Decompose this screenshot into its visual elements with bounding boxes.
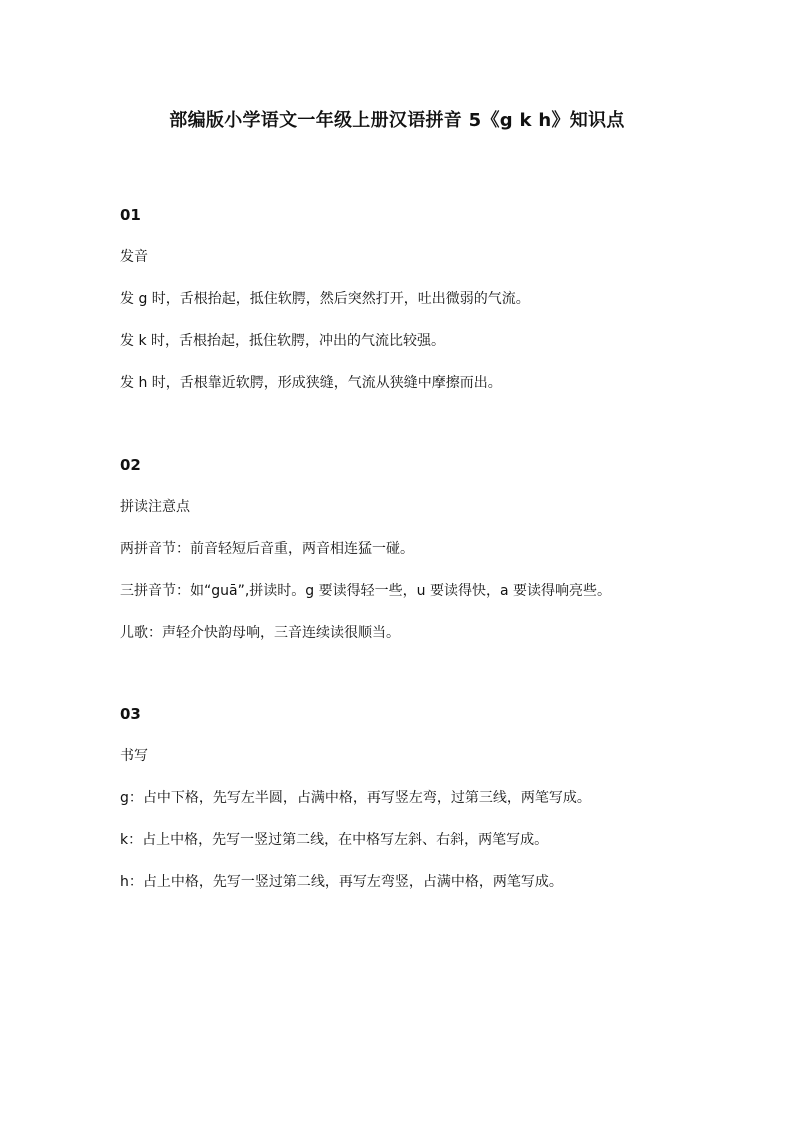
section-line: 两拼音节：前音轻短后音重，两音相连猛一碰。: [120, 541, 414, 557]
document-title: 部编版小学语文一年级上册汉语拼音 5《g k h》知识点: [169, 110, 625, 131]
section-number: 02: [120, 456, 141, 474]
section-line: 发 g 时，舌根抬起，抵住软腭，然后突然打开，吐出微弱的气流。: [120, 291, 530, 307]
section-spelling-notes: [120, 455, 760, 643]
section-line: k：占上中格，先写一竖过第二线，在中格写左斜、右斜，两笔写成。: [120, 832, 549, 848]
section-line: 发 h 时，舌根靠近软腭，形成狭缝，气流从狭缝中摩擦而出。: [120, 375, 502, 391]
section-line: h：占上中格，先写一竖过第二线，再写左弯竖，占满中格，两笔写成。: [120, 874, 563, 890]
section-heading: 书写: [120, 748, 148, 764]
section-heading: 拼读注意点: [120, 499, 190, 515]
section-line: g：占中下格，先写左半圆，占满中格，再写竖左弯，过第三线，两笔写成。: [120, 790, 591, 806]
section-number: 01: [120, 206, 141, 224]
section-heading: 发音: [120, 249, 148, 265]
section-writing: [120, 704, 760, 892]
section-line: 三拼音节：如“guā”,拼读时。g 要读得轻一些，u 要读得快，a 要读得响亮些。: [120, 583, 611, 599]
section-line: 发 k 时，舌根抬起，抵住软腭，冲出的气流比较强。: [120, 333, 446, 349]
section-line: 儿歌：声轻介快韵母响，三音连续读很顺当。: [120, 625, 400, 641]
section-number: 03: [120, 705, 141, 723]
section-pronunciation: [120, 205, 760, 393]
